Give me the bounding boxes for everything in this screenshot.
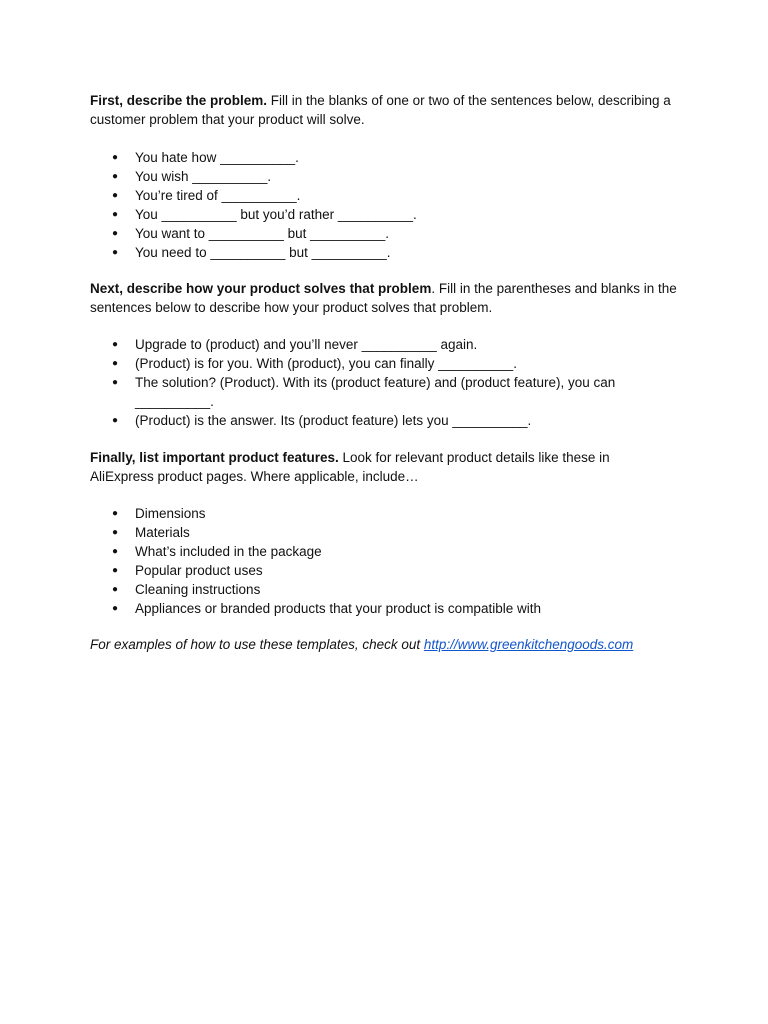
solution-sentence-list [90, 335, 650, 430]
section-features-intro [90, 448, 650, 486]
list-item: ● You wish __________. [90, 167, 690, 186]
list-item: ● You __________ but you’d rather __________. [90, 205, 690, 224]
problem-sentence-list [90, 148, 690, 262]
list-item: ● Dimensions [90, 504, 690, 523]
section-problem-heading: First, describe the problem. [90, 93, 268, 108]
list-item: ● You want to __________ but __________. [90, 224, 690, 243]
list-item: ● You’re tired of __________. [90, 186, 690, 205]
footer-note [90, 635, 690, 654]
list-item: ● Appliances or branded products that your product is compatible with [90, 599, 690, 618]
list-item: ● Materials [90, 523, 690, 542]
list-item: ● (Product) is the answer. Its (product feature) lets you __________. [90, 411, 650, 430]
list-item: ● Upgrade to (product) and you’ll never __________ again. [90, 335, 650, 354]
section-problem-text: Fill in the blanks of one or two of the sentences below, describing a customer problem that your product will solve. [90, 93, 671, 127]
list-item: ● Cleaning instructions [90, 580, 690, 599]
section-features-heading: Finally, list important product features. [90, 450, 339, 465]
list-item: ● You need to __________ but __________. [90, 243, 690, 262]
feature-list [90, 504, 690, 618]
list-item: ● Popular product uses [90, 561, 690, 580]
list-item: ● What’s included in the package [90, 542, 690, 561]
footer-text: For examples of how to use these templates, check out [90, 637, 424, 652]
examples-link[interactable]: http://www.greenkitchengoods.com [423, 637, 634, 652]
list-item: ● You hate how __________. [90, 148, 690, 167]
section-solution-intro [90, 279, 690, 317]
section-features-text: Look for relevant product details like these in AliExpress product pages. Where applicable, include… [90, 450, 610, 484]
section-problem-intro [90, 91, 690, 129]
section-solution-heading: Next, describe how your product solves that problem [90, 281, 432, 296]
section-solution-text: . Fill in the parentheses and blanks in the sentences below to describe how your product solves that problem. [90, 281, 677, 315]
list-item: ● (Product) is for you. With (product), you can finally __________. [90, 354, 650, 373]
list-item: ● The solution? (Product). With its (product feature) and (product feature), you can __________. [90, 373, 650, 411]
